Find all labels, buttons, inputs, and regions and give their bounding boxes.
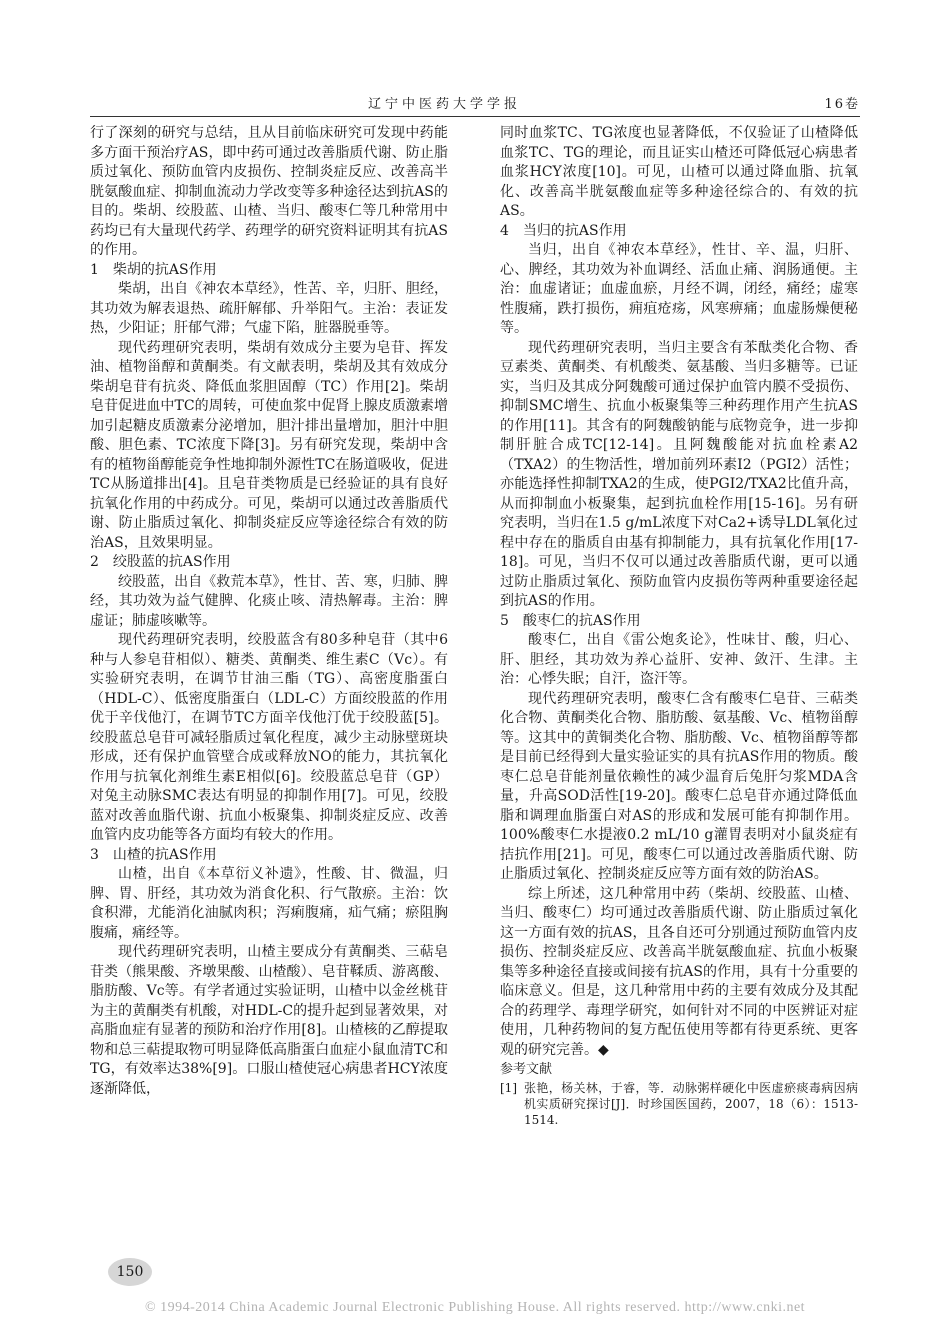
section-heading: 3 山楂的抗AS作用 xyxy=(90,846,217,863)
section-heading: 4 当归的抗AS作用 xyxy=(500,222,627,239)
section-heading: 5 酸枣仁的抗AS作用 xyxy=(500,612,641,629)
reference-number: [1] xyxy=(500,1080,517,1095)
body-paragraph: 综上所述，这几种常用中药（柴胡、绞股蓝、山楂、当归、酸枣仁）均可通过改善脂质代谢、防止脂质过氧化这一方面有效的抗AS，且各自还可分别通过预防血管内皮损伤、控制炎症反应、改善高半胱氨酸血症、抗血小板聚集等多种途径直接或间接有抗AS的作用，具有十分重要的临床意义。但是，这几种常用中药的主要有效成分及其配合的药理学、毒理学研究，如何针对不同的中医辨证对症使用，几种药物间的复方配伍使用等都有待更系统、更客观的研究完善。◆ xyxy=(500,885,858,1058)
body-paragraph: 山楂，出自《本草衍义补遗》，性酸、甘、微温，归脾、胃、肝经，其功效为消食化积、行气散瘀。主治：饮食积滞，尤能消化油腻肉积；泻痢腹痛，疝气痛；瘀阻胸腹痛，痛经等。 xyxy=(90,866,448,941)
journal-title: 辽宁中医药大学学报 xyxy=(368,97,522,112)
body-paragraph: 绞股蓝，出自《救荒本草》，性甘、苦、寒，归肺、脾经，其功效为益气健脾、化痰止咳、清热解毒。主治：脾虚证；肺虚咳嗽等。 xyxy=(90,573,448,629)
left-column xyxy=(90,124,448,1099)
body-paragraph: 柴胡，出自《神农本草经》，性苦、辛，归肝、胆经，其功效为解表退热、疏肝解郁、升举阳气。主治：表证发热，少阳证；肝郁气滞；气虚下陷，脏器脱垂等。 xyxy=(90,281,448,336)
body-paragraph: 酸枣仁，出自《雷公炮炙论》，性味甘、酸，归心、肝、胆经，其功效为养心益肝、安神、敛汗、生津。主治：心悸失眠；自汗，盗汗等。 xyxy=(500,632,858,687)
header-rule xyxy=(90,116,860,117)
right-column xyxy=(500,124,858,1128)
body-paragraph: 现代药理研究表明，当归主要含有苯酞类化合物、香豆素类、黄酮类、有机酸类、氨基酸、当归多糖等。已证实，当归及其成分阿魏酸可通过保护血管内膜不受损伤、抑制SMC增生、抗血小板聚集等三种药理作用产生抗AS的作用[11]。其含有的阿魏酸钠能与底物竞争，进一步抑制肝脏合成TC[12-14]。且阿魏酸能对抗血栓素A2（TXA2）的生物活性，增加前列环素I2（PGI2）活性；亦能选择性抑制TXA2的生成，使PGI2/TXA2比值升高，从而抑制血小板聚集，起到抗血栓作用[15-16]。另有研究表明，当归在1.5 g/mL浓度下对Ca2+诱导LDL氧化过程中存在的脂质自由基有抑制能力，具有抗氧化作用[17-18]。可见，当归不仅可以通过改善脂质代谢，更可以通过防止脂质过氧化、预防血管内皮损伤等两种重要途径起到抗AS的作用。 xyxy=(500,339,858,609)
section-heading: 2 绞股蓝的抗AS作用 xyxy=(90,554,231,570)
volume-label: 16卷 xyxy=(824,97,860,112)
references-list xyxy=(500,1080,858,1128)
page-number: 150 xyxy=(108,1258,152,1286)
section-heading: 1 柴胡的抗AS作用 xyxy=(90,261,217,278)
right-column-body xyxy=(500,124,858,1060)
body-paragraph: 现代药理研究表明，绞股蓝含有80多种皂苷（其中6种与人参皂苷相似）、糖类、黄酮类、维生素C（Vc）。有实验研究表明，在调节甘油三酯（TG）、高密度脂蛋白（HDL-C）、低密度脂蛋白（LDL-C）方面绞股蓝的作用优于辛伐他汀，在调节TC方面辛伐他汀优于绞股蓝[5]。绞股蓝总皂苷可减轻脂质过氧化程度，减少主动脉壁斑块形成，还有保护血管壁合成或释放NO的能力，其抗氧化作用与抗氧化剂维生素E相似[6]。绞股蓝总皂苷（GP）对兔主动脉SMC表达有明显的抑制作用[7]。可见，绞股蓝对改善血脂代谢、抗血小板聚集、抑制炎症反应、改善血管内皮功能等各方面均有较大的作用。 xyxy=(90,632,448,843)
references-title: 参考文献 xyxy=(500,1062,553,1077)
body-paragraph: 现代药理研究表明，柴胡有效成分主要为皂苷、挥发油、植物甾醇和黄酮类。有文献表明，柴胡及其有效成分柴胡皂苷有抗炎、降低血浆胆固醇（TC）作用[2]。柴胡皂苷促进血中TC的周转，可使血浆中促肾上腺皮质激素增加引起糖皮质激素分泌增加，胆汁排出量增加，胆汁中胆酸、胆色素、TC浓度下降[3]。另有研究发现，柴胡中含有的植物甾醇能竞争性地抑制外源性TC在肠道吸收，促进TC从肠道排出[4]。且皂苷类物质是已经验证的具有良好抗氧化作用的中药成分。可见，柴胡可以通过改善脂质代谢、防止脂质过氧化、抑制炎症反应等途径综合有效的防治AS，且效果明显。 xyxy=(90,339,448,551)
continued-paragraph: 行了深刻的研究与总结，且从目前临床研究可发现中药能多方面干预治疗AS，即中药可通过改善脂质代谢、防止脂质过氧化、预防血管内皮损伤、控制炎症反应、改善高半胱氨酸血症、抑制血流动力学改变等多种途径达到抗AS的目的。柴胡、绞股蓝、山楂、当归、酸枣仁等几种常用中药均已有大量现代药学、药理学的研究资料证明其有抗AS的作用。 xyxy=(90,125,448,258)
copyright-footer: © 1994-2014 China Academic Journal Electronic Publishing House. All rights reserved. http://www.cnki.net xyxy=(144,1300,806,1315)
continued-paragraph: 同时血浆TC、TG浓度也显著降低，不仅验证了山楂降低血浆TC、TG的理论，而且证实山楂还可降低冠心病患者血浆HCY浓度[10]。可见，山楂可以通过降血脂、抗氧化、改善高半胱氨酸血症等多种途径综合的、有效的抗AS。 xyxy=(500,125,858,219)
body-paragraph: 现代药理研究表明，山楂主要成分有黄酮类、三萜皂苷类（熊果酸、齐墩果酸、山楂酸）、皂苷鞣质、游离酸、脂肪酸、Vc等。有学者通过实验证明，山楂中以金丝桃苷为主的黄酮类有机酸，对HDL-C的提升起到显著效果，对高脂血症有显著的预防和治疗作用[8]。山楂核的乙醇提取物和总三萜提取物可明显降低高脂蛋白血症小鼠血清TC和TG，有效率达38%[9]。口服山楂使冠心病患者HCY浓度逐渐降低， xyxy=(90,944,448,1097)
body-paragraph: 当归，出自《神农本草经》，性甘、辛、温，归肝、心、脾经，其功效为补血调经、活血止痛、润肠通便。主治：血虚诸证；血虚血瘀，月经不调，闭经，痛经；虚寒性腹痛，跌打损伤，痈疽疮疡，风寒痹痛；血虚肠燥便秘等。 xyxy=(500,242,858,336)
body-paragraph: 现代药理研究表明，酸枣仁含有酸枣仁皂苷、三萜类化合物、黄酮类化合物、脂肪酸、氨基酸、Vc、植物甾醇等。这其中的黄铜类化合物、脂肪酸、Vc、植物甾醇等都是目前已经得到大量实验证实的具有抗AS作用的物质。酸枣仁总皂苷能剂量依赖性的减少温育后兔肝匀浆MDA含量，升高SOD活性[19-20]。酸枣仁总皂苷亦通过降低血脂和调理血脂蛋白对AS的形成和发展可能有抑制作用。100%酸枣仁水提液0.2 mL/10 g灌胃表明对小鼠炎症有拮抗作用[21]。可见，酸枣仁可以通过改善脂质代谢、防止脂质过氧化、控制炎症反应等方面有效的防治AS。 xyxy=(500,690,858,882)
reference-item xyxy=(500,1080,858,1128)
reference-text: 张艳，杨关林，于睿，等．动脉粥样硬化中医虚瘀痰毒病因病机实质研究探讨[J]．时珍国医国药，2007，18（6）：1513-1514. xyxy=(524,1080,858,1127)
